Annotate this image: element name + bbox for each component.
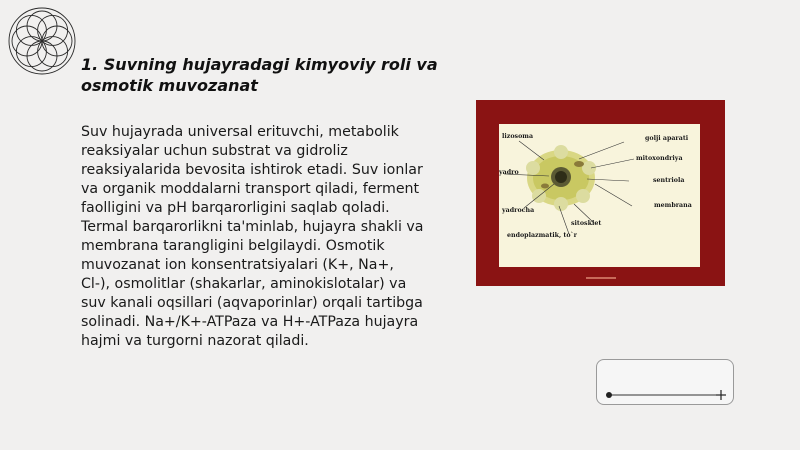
media-control-track: [597, 360, 733, 404]
cell-shape: [526, 145, 596, 211]
diagram-labels: [499, 133, 692, 239]
label-yadro: yadro: [499, 169, 519, 176]
media-control-widget[interactable]: [596, 359, 734, 405]
label-yadrocha: yadrocha: [502, 207, 535, 214]
figure-caption-mark: [586, 277, 616, 279]
label-sentriola: sentriola: [653, 177, 685, 184]
label-golji: golji aparati: [645, 135, 689, 142]
label-mitoxondriya: mitoxondriya: [636, 155, 683, 162]
cell-diagram: [499, 124, 700, 267]
slide-title: 1. Suvning hujayradagi kimyoviy roli va osmotik muvozanat: [81, 55, 438, 95]
slide-body-text: Suv hujayrada universal erituvchi, metabolik reaksiyalar uchun substrat va gidroliz reaksiyalarida bevosita ishtirok etadi. Suv ionlar va organik moddalarni transport qiladi, ferment faolligini va pH barqarorligini saqlab qoladi. Termal barqarorlikni ta'minlab, hujayra shakli va membrana tarangligini belgilaydi. Osmotik muvozanat ion konsentratsiyalari (K+, Na+, Cl-), osmolitlar (shakarlar, aminokislotalar) va suv kanali oqsillari (aqvaporinlar) orqali tartibga solinadi. Na+/K+-ATPaza va H+-ATPaza hujayra hajmi va turgorni nazorat qiladi.: [81, 124, 424, 349]
label-sitosklet: sitosklet: [571, 220, 602, 227]
label-lizosoma: lizosoma: [502, 133, 534, 140]
cell-diagram-figure: [476, 100, 725, 286]
cell-diagram-panel: [499, 124, 700, 267]
label-membrana: membrana: [654, 202, 692, 209]
plus-icon[interactable]: [716, 390, 726, 400]
record-dot-icon[interactable]: [606, 392, 612, 398]
decorative-logo: [4, 3, 80, 79]
label-endoplazmatik: endoplazmatik, to`r: [507, 232, 578, 239]
